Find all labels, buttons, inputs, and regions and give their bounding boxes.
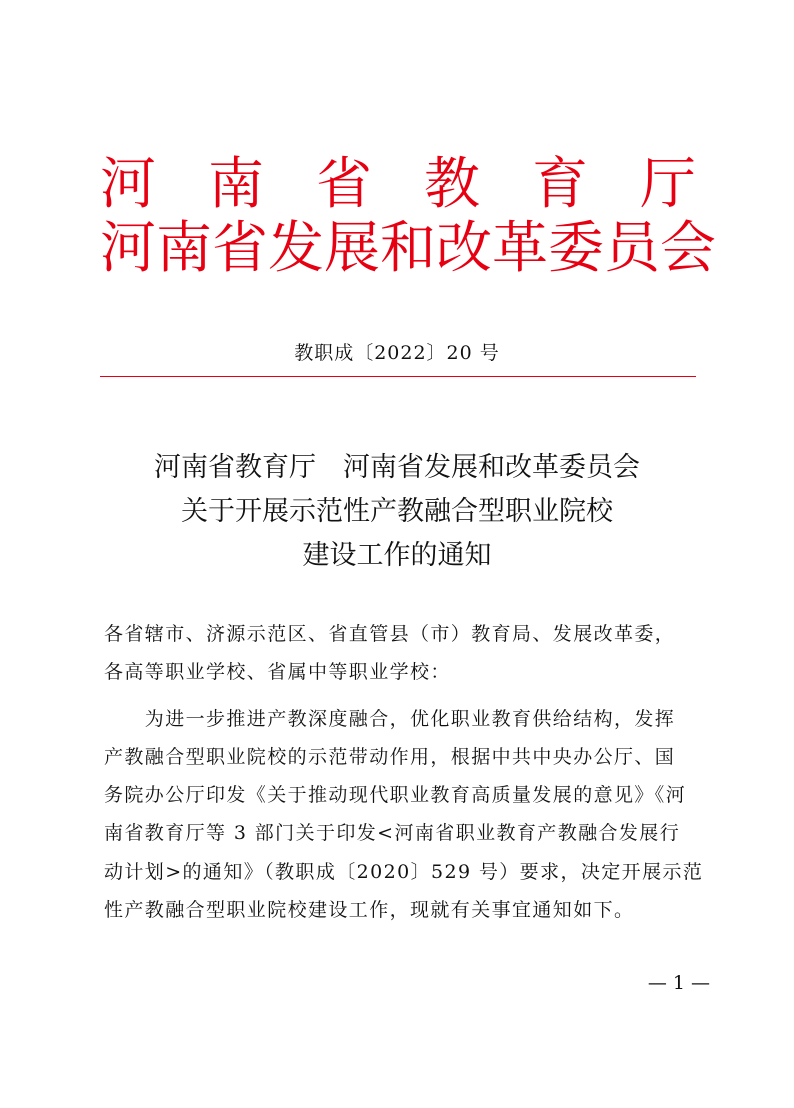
letterhead-char: 革 (492, 216, 548, 281)
letterhead-line-1 (100, 150, 696, 220)
addressee-line-1: 各省辖市、济源示范区、省直管县（市）教育局、发展改革委， (104, 623, 676, 645)
body-paragraph-line: 产教融合型职业院校的示范带动作用，根据中共中央办公厅、国 (104, 746, 676, 768)
letterhead-char: 南 (208, 152, 264, 217)
body-paragraph-line: 性产教融合型职业院校建设工作，现就有关事宜通知如下。 (104, 899, 635, 921)
body-paragraph-line: 南省教育厅等 3 部门关于印发<河南省职业教育产教融合发展行 (104, 822, 681, 844)
letterhead-char: 改 (436, 216, 492, 281)
letterhead-char: 省 (316, 152, 372, 217)
letterhead-char: 教 (424, 152, 480, 217)
red-divider-line (100, 376, 696, 377)
letterhead-char: 厅 (640, 152, 696, 217)
letterhead-char: 和 (380, 216, 436, 281)
letterhead-char: 委 (548, 216, 604, 281)
letterhead-char: 河 (100, 152, 156, 217)
letterhead-char: 育 (532, 152, 588, 217)
page-number: — 1 — (647, 972, 710, 994)
title-line-2: 关于开展示范性产教融合型职业院校 (181, 496, 613, 527)
addressee-line-2: 各高等职业学校、省属中等职业学校： (104, 661, 451, 683)
letterhead-char: 南 (156, 216, 212, 281)
letterhead-char: 员 (604, 216, 660, 281)
letterhead-char: 发 (268, 216, 324, 281)
letterhead-char: 会 (660, 216, 716, 281)
title-line-1: 河南省教育厅 河南省发展和改革委员会 (154, 452, 640, 483)
body-paragraph-line: 为进一步推进产教深度融合，优化职业教育供给结构，发挥 (104, 708, 676, 730)
body-paragraph-line: 动计划>的通知》（教职成〔2020〕529 号）要求，决定开展示范 (104, 861, 704, 883)
letterhead-char: 河 (100, 216, 156, 281)
document-number: 教职成〔2022〕20 号 (294, 342, 500, 364)
title-line-3: 建设工作的通知 (302, 540, 492, 571)
letterhead-line-2 (100, 214, 716, 284)
body-paragraph-line: 务院办公厅印发《关于推动现代职业教育高质量发展的意见》《河 (104, 784, 687, 806)
letterhead-char: 省 (212, 216, 268, 281)
letterhead-char: 展 (324, 216, 380, 281)
